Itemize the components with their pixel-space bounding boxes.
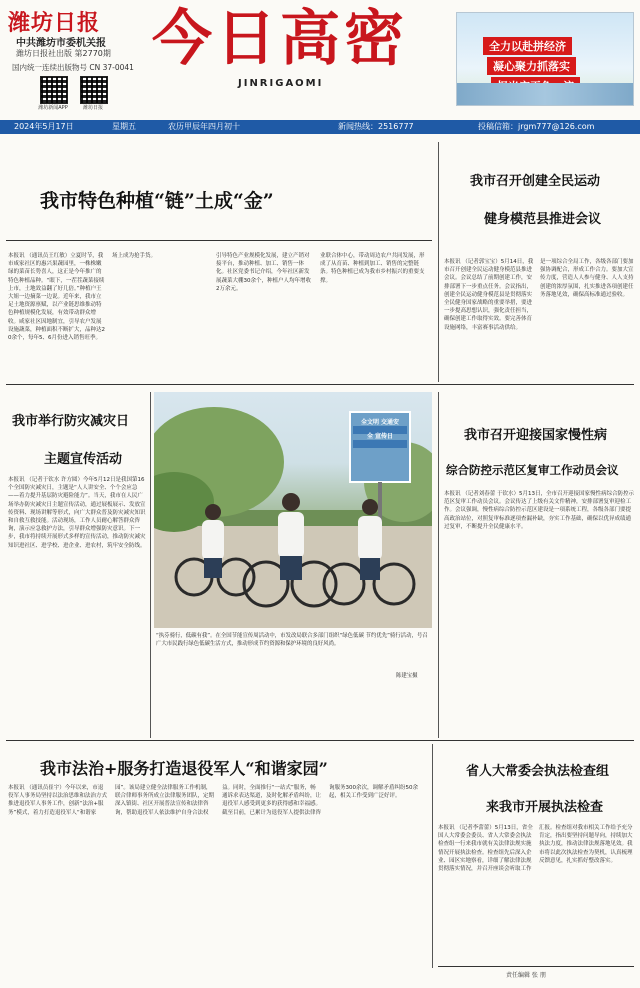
- article-body: 本报讯 （记者刘春蕾 于钦水）5月13日，全市召开迎接国家慢性病综合防控示范区复审工作动员会议。会议传达了上级有关文件精神，安排部署复审迎检工作。会议强调，慢性病综合防控示范区建设是一项系统工程，各级各部门要提高政治站位，对照复审标准逐项查漏补缺，夯实工作基础，确保以优异成绩通过复审，不断提升全民健康水平。: [444, 491, 634, 530]
- column-divider: [432, 744, 433, 968]
- headline-inspection: 省人大常委会执法检查组: [466, 764, 610, 779]
- article-body-col: 本报讯 （通讯员王红敏）立夏时节，我市咸家社区的惠兴果蔬园里，一株株嫩绿的菜苗长势喜人，这正是今年推广的特色种植品种。“眼下，一茬茬蔬菜接续上市，土地效益翻了好几倍。”种植户王大姐一边摘菜一边说。近年来，我市立足土地资源禀赋，以产业链思维推动特色种植规模化发展，有效带动群众增收。咸家社区因地制宜，引导农户发展设施蔬菜，种植面积不断扩大，品种达20余个，每年5、6月份进入销售旺季。: [8, 253, 106, 342]
- photo-credit: 陈建宝摄: [396, 673, 418, 679]
- paper-logo: 潍坊日报: [8, 10, 101, 36]
- headline-disaster-day-2: 主题宣传活动: [44, 452, 123, 467]
- divider: [6, 240, 432, 241]
- editor-credit: 责任编辑 张 朋: [506, 972, 546, 979]
- headline-fitness-county-2: 健身模范县推进会议: [484, 212, 602, 227]
- headline-specialty-planting: 我市特色种植“链”土成“金”: [40, 190, 274, 212]
- skyline-graphic: [457, 83, 633, 105]
- column-divider: [438, 392, 439, 738]
- banner-sign: 全文明 交通安全 宣传日: [360, 419, 400, 440]
- submission-email: 投稿信箱：jrgm777@126.com: [478, 122, 595, 131]
- qr-code-icon: [40, 76, 68, 104]
- issn-line: 国内统一连续出版物号 CN 37-0041: [12, 63, 134, 72]
- qr-caption: 潍坊日报: [82, 105, 103, 111]
- article-body-col: 本报讯 （记者郭宝宝）5月14日，我市召开创建全民运动健身模范县推进会议。会议总结了前期创建工作，安排部署下一步重点任务。会议指出，创建全民运动健身模范县是贯彻落实全民健身国家战略的重要举措，要进一步提高思想认识，强化责任担当，确保创建工作取得实效。要完善体育设施网络，丰富赛事活动供给。: [444, 259, 534, 331]
- column-divider: [438, 142, 439, 382]
- qr-code-icon: [80, 76, 108, 104]
- slogan-ad: [456, 12, 634, 106]
- issue-date: 2024年5月17日: [14, 122, 74, 131]
- headline-disaster-day: 我市举行防灾减灾日: [12, 414, 130, 429]
- headline-chronic-disease-2: 综合防控示范区复审工作动员会议: [446, 463, 619, 477]
- publisher-line-2: 潍坊日报社出版 第2770期: [16, 49, 111, 58]
- article-body: 本报讯 （通讯员崔宇）今年以来，市退役军人事务局坚持以法治思维和法治方式推进退役军人事务工作，创新“法治+服务”模式，着力打造退役军人“和谐家园”。该局建立健全法律服务工作机制，联合律师事务所成立法律服务团队，定期深入镇街、社区开展普法宣传和法律咨询，帮助退役军人依法维护自身合法权益。同时，全面推行“一站式”服务，畅通诉求表达渠道，及时化解矛盾纠纷，让退役军人感受到更多的获得感和幸福感。截至目前，已累计为退役军人提供法律咨询服务300余次，调解矛盾纠纷50余起，相关工作受到广泛好评。: [8, 785, 418, 816]
- article-body: 本报讯 （记者李蕾蕾）5月13日，省全国人大常委会委员、省人大常委会执法检查组一行来我市就有关法律法规实施情况开展执法检查。检查组先后深入企业、园区实地察看，详细了解法律法规贯彻落实情况，并召开座谈会听取工作汇报。检查组对我市相关工作给予充分肯定，指出要坚持问题导向，持续加大执法力度，推动法律法规落地见效。我市将以此次执法检查为契机，认真梳理反馈意见，扎实抓好整改落实。: [438, 825, 633, 873]
- lunar-date: 农历甲辰年四月初十: [168, 122, 240, 131]
- photo-caption: “执芬骑行，低碳有我”。在全国节能宣传周活动中，市发改局联合多部门组织“绿色低碳 节约优先”骑行活动，号召广大市民践行绿色低碳生活方式，推动形成节约资源和保护环境的良好风尚。: [156, 633, 428, 647]
- ad-slogan-2: 凝心聚力抓落实: [487, 57, 576, 75]
- headline-fitness-county: 我市召开创建全民运动: [470, 174, 601, 189]
- divider: [6, 740, 634, 741]
- article-body-col: 引导特色产业规模化发展，建立产销对接平台，推动种植、加工、销售一体化。社区党委书记介绍，今年社区新发展蔬菜大棚30余个，种植户人均年增收2万余元。: [216, 253, 311, 292]
- qr-caption: 潍坊新闻APP: [38, 105, 68, 111]
- article-body-col: 是一项综合全局工作，各级各部门要加强协调配合，形成工作合力。要加大宣传力度，营造人人参与健身、人人支持创建的浓厚氛围，扎实推进各项创建任务落地见效，确保高标准通过验收。: [540, 259, 634, 298]
- divider: [6, 384, 634, 385]
- article-body-col: 场上成为抢手货。: [112, 253, 157, 259]
- article-body-col: 业联合体中心，带动周边农户共同发展，形成了从育苗、种植到加工、销售的完整链条。特色种植已成为我市乡村振兴的重要支撑。: [320, 253, 425, 284]
- news-hotline: 新闻热线：2516777: [338, 122, 414, 131]
- headline-chronic-disease: 我市召开迎接国家慢性病: [464, 428, 608, 443]
- info-bar: [0, 120, 640, 134]
- publisher-line: 中共潍坊市委机关报: [16, 38, 106, 49]
- article-body: 本报讯 （记者于钦水 许方圆）今年5月12日是我国第16个全国防灾减灾日，主题是“人人讲安全、个个会应急——着力提升基层防灾避险能力”。当天，我市在人民广场举办防灾减灾日主题宣传活动，通过展板展示、发放宣传资料、现场讲解等形式，向广大群众普及防灾减灾知识和自救互救技能。活动现场，工作人员耐心解答群众咨询，演示应急救护方法，引导群众增强防灾意识。下一步，我市将持续开展形式多样的宣传活动，推动防灾减灾知识进社区、进学校、进企业、进农村，筑牢安全防线。: [8, 477, 146, 549]
- column-divider: [150, 392, 151, 738]
- divider: [438, 966, 634, 967]
- headline-veterans: 我市法治+服务打造退役军人“和谐家园”: [40, 759, 328, 778]
- issue-weekday: 星期五: [112, 122, 136, 131]
- headline-inspection-2: 来我市开展执法检查: [486, 800, 604, 815]
- section-title: 今日高密: [152, 4, 408, 74]
- ad-slogan-1: 全力以赴拼经济: [483, 37, 572, 55]
- cycling-photo: [154, 392, 432, 628]
- section-pinyin: JINRIGAOMI: [238, 78, 324, 89]
